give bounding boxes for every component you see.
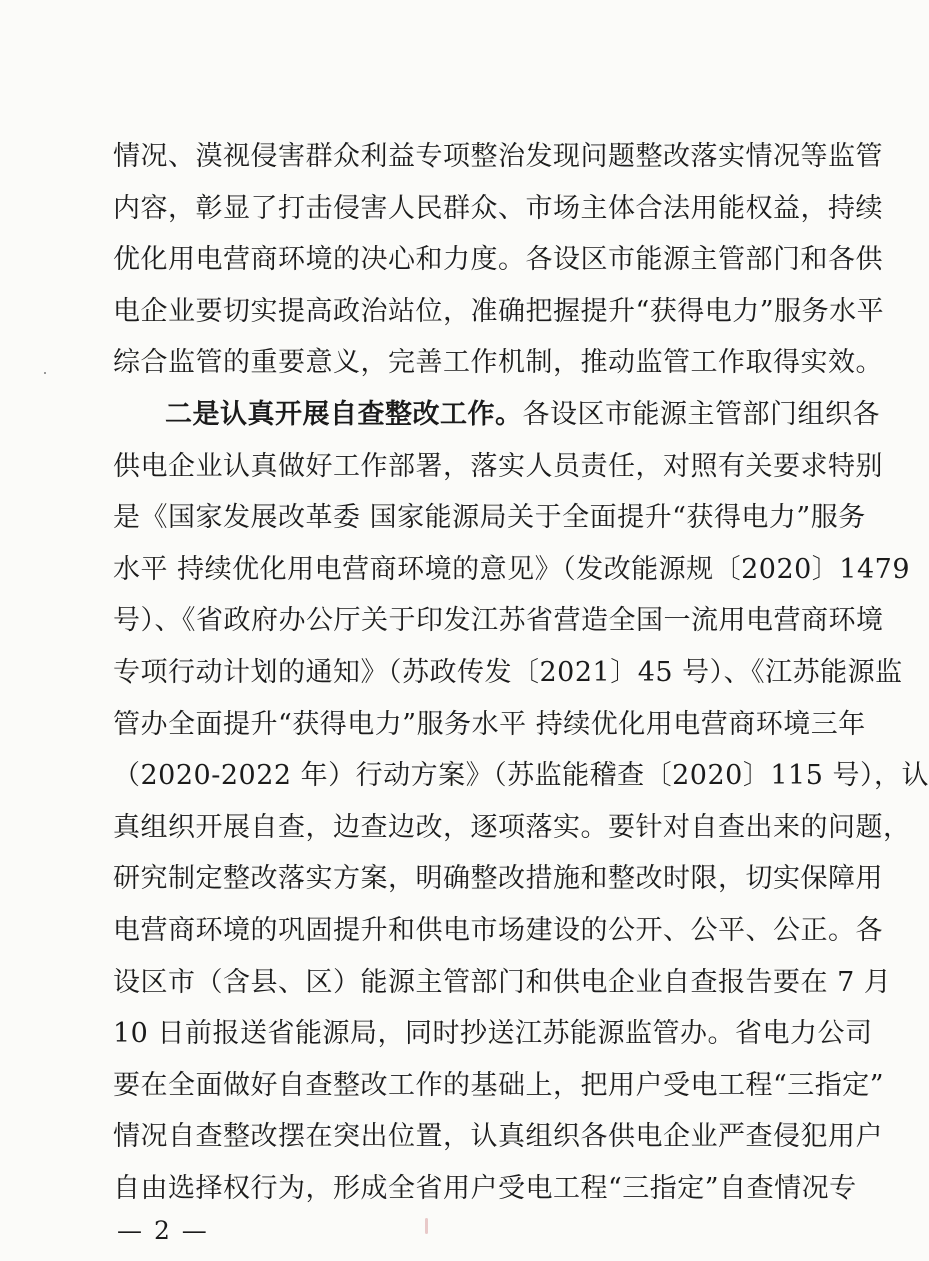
text-line: 综合监管的重要意义，完善工作机制，推动监管工作取得实效。 — [113, 347, 883, 378]
text-line: 研究制定整改落实方案，明确整改措施和整改时限，切实保障用 — [113, 863, 883, 894]
text-line: 设区市（含县、区）能源主管部门和供电企业自查报告要在 7 月 — [113, 967, 892, 998]
text-line: 要在全面做好自查整改工作的基础上，把用户受电工程“三指定” — [113, 1070, 885, 1101]
page-number: — 2 — — [117, 1216, 209, 1245]
text-line: 内容，彰显了打击侵害人民群众、市场主体合法用能权益，持续 — [113, 193, 883, 224]
text-line: 情况自查整改摆在突出位置，认真组织各供电企业严查侵犯用户 — [113, 1121, 883, 1152]
section-lead: 二是认真开展自查整改工作。 — [165, 399, 523, 430]
section-lead-continuation: 各设区市能源主管部门组织各 — [522, 399, 880, 430]
text-line: 管办全面提升“获得电力”服务水平 持续优化用电营商环境三年 — [113, 709, 866, 740]
text-line: 真组织开展自查，边查边改，逐项落实。要针对自查出来的问题， — [113, 812, 911, 843]
text-line: 水平 持续优化用电营商环境的意见》（发改能源规〔2020〕1479 — [113, 554, 911, 585]
scan-speck — [425, 1218, 428, 1234]
text-line: 供电企业认真做好工作部署，落实人员责任，对照有关要求特别 — [113, 451, 883, 482]
text-line: 10 日前报送省能源局，同时抄送江苏能源监管办。省电力公司 — [113, 1018, 873, 1049]
paragraph-heading-line — [165, 389, 880, 441]
text-line: 优化用电营商环境的决心和力度。各设区市能源主管部门和各供 — [113, 244, 883, 275]
text-line: 号）、《省政府办公厅关于印发江苏省营造全国一流用电营商环境 — [113, 605, 884, 636]
scan-edge-mark — [44, 372, 46, 374]
text-line: 是《国家发展改革委 国家能源局关于全面提升“获得电力”服务 — [113, 502, 866, 533]
text-line: （2020-2022 年）行动方案》（苏监能稽查〔2020〕115 号），认 — [113, 760, 929, 791]
text-line: 电企业要切实提高政治站位，准确把握提升“获得电力”服务水平 — [113, 296, 885, 327]
text-line: 电营商环境的巩固提升和供电市场建设的公开、公平、公正。各 — [113, 915, 883, 946]
text-line: 专项行动计划的通知》（苏政传发〔2021〕45 号）、《江苏能源监 — [113, 657, 903, 688]
text-line: 情况、漠视侵害群众利益专项整治发现问题整改落实情况等监管 — [113, 141, 883, 172]
text-line: 自由选择权行为，形成全省用户受电工程“三指定”自查情况专 — [113, 1173, 857, 1204]
